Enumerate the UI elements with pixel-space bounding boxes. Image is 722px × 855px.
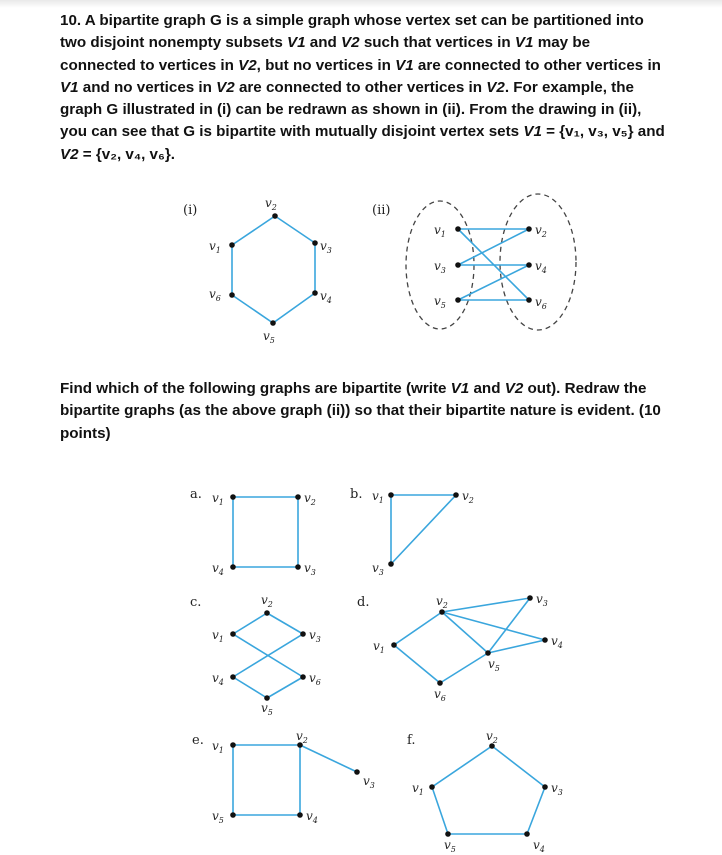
figure-label-i: (i) xyxy=(183,203,198,218)
vertex-label: $v_1$ xyxy=(209,239,221,255)
vertex-label: $v_3$ xyxy=(309,628,321,644)
graph-c xyxy=(230,610,306,701)
vertex-label: $v_2$ xyxy=(486,729,498,745)
vertex-label: $v_4$ xyxy=(306,809,318,825)
vertex-label: $v_1$ xyxy=(212,491,224,507)
vertex-label: $v_3$ xyxy=(434,259,446,275)
figure-label-e: e. xyxy=(192,733,204,748)
figure-label-c: c. xyxy=(190,595,202,610)
vertex-label: $v_1$ xyxy=(212,739,224,755)
vertex-label: $v_6$ xyxy=(309,671,321,687)
vertex-label: $v_2$ xyxy=(535,223,547,239)
vertex-label: $v_6$ xyxy=(535,295,547,311)
vertex-label: $v_1$ xyxy=(373,639,385,655)
vertex-label: $v_5$ xyxy=(263,329,275,345)
vertex-label: $v_2$ xyxy=(296,729,308,745)
figure-label-d: d. xyxy=(357,595,370,610)
vertex-label: $v_2$ xyxy=(261,593,273,609)
vertex-label: $v_3$ xyxy=(363,774,375,790)
figure-label-a: a. xyxy=(190,487,202,502)
vertex-label: $v_4$ xyxy=(533,838,545,854)
vertex-label: $v_5$ xyxy=(434,294,446,310)
vertex-label: $v_6$ xyxy=(434,687,446,703)
graph-i xyxy=(229,213,318,326)
graph-d xyxy=(391,595,548,686)
vertex-labels xyxy=(209,196,563,854)
vertex-label: $v_3$ xyxy=(536,592,548,608)
problem-text: 10. A bipartite graph G is a simple graph whose vertex set can be partitioned into two disjoint nonempty subsets V1 and V2 such that vertices in V1 may be connected to vertices in V2, but no vertices in V1 are connected to other vertices in V1 and no vertices in V2 are connected to other vertices in V2. For example, the graph G illustrated in (i) can be redrawn as shown in (ii). From the drawing in (ii), you can see that G is bipartite with mutually disjoint vertex sets V1 = {v₁, v₃, v₅} and V2 = {v₂, v₄, v₆}. xyxy=(60,12,665,163)
vertex-label: $v_4$ xyxy=(212,561,224,577)
vertex-label: $v_5$ xyxy=(261,701,273,717)
vertex-label: $v_1$ xyxy=(372,489,384,505)
vertex-label: $v_1$ xyxy=(434,223,446,239)
vertex-label: $v_5$ xyxy=(488,657,500,673)
vertex-label: $v_5$ xyxy=(212,809,224,825)
vertex-label: $v_4$ xyxy=(535,259,547,275)
vertex-label: $v_4$ xyxy=(551,634,563,650)
vertex-label: $v_2$ xyxy=(265,196,277,212)
figure-label-b: b. xyxy=(350,487,363,502)
figure-label-f: f. xyxy=(407,733,416,748)
graph-e xyxy=(230,742,360,818)
vertex-label: $v_3$ xyxy=(304,561,316,577)
vertex-label: $v_2$ xyxy=(304,491,316,507)
figure-label-ii: (ii) xyxy=(372,203,391,218)
instruction-text: Find which of the following graphs are bipartite (write V1 and V2 out). Redraw the bipartite graphs (as the above graph (ii)) so that their bipartite nature is evident. (10 points) xyxy=(60,380,661,442)
graph-ii xyxy=(406,194,576,330)
vertex-label: $v_3$ xyxy=(320,239,332,255)
vertex-label: $v_1$ xyxy=(412,781,424,797)
vertex-label: $v_2$ xyxy=(436,594,448,610)
vertex-label: $v_1$ xyxy=(212,628,224,644)
vertex-label: $v_6$ xyxy=(209,287,221,303)
vertex-label: $v_3$ xyxy=(551,781,563,797)
vertex-label: $v_2$ xyxy=(462,489,474,505)
graph-b xyxy=(388,492,459,567)
vertex-label: $v_4$ xyxy=(320,289,332,305)
vertex-label: $v_3$ xyxy=(372,561,384,577)
graph-a xyxy=(230,494,301,570)
vertex-label: $v_5$ xyxy=(444,838,456,854)
graph-f xyxy=(429,743,548,837)
vertex-label: $v_4$ xyxy=(212,671,224,687)
